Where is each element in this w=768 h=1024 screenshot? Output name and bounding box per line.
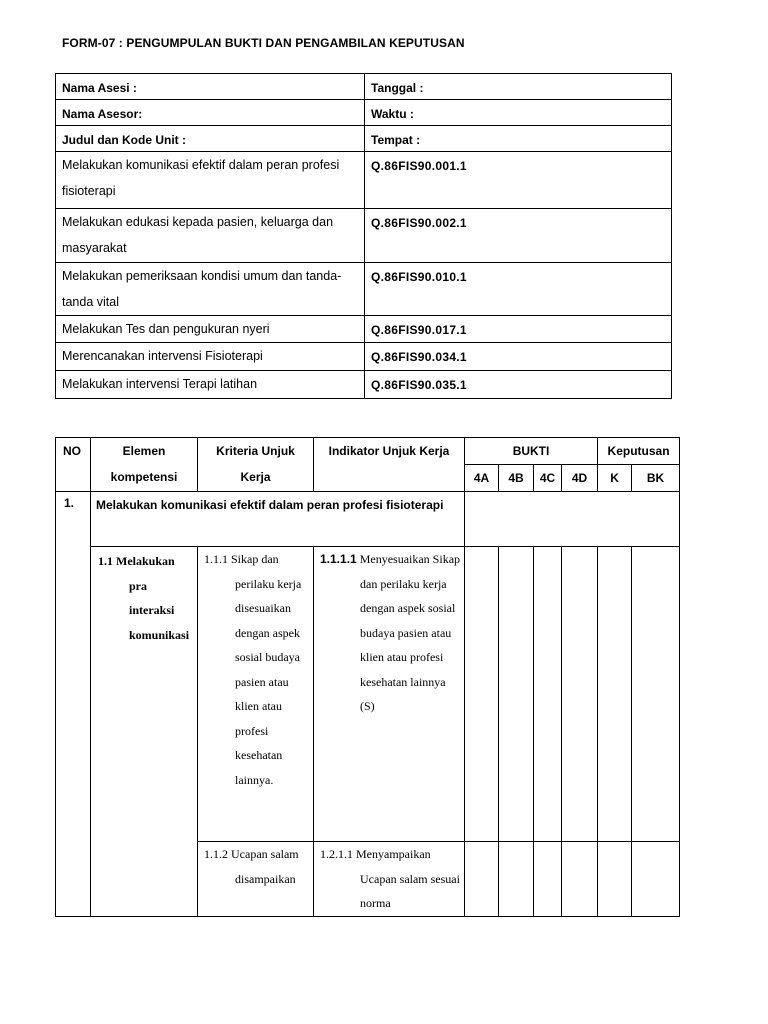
header-kuk-line1: Kriteria Unjuk [216, 444, 295, 458]
bukti-4c-cell[interactable] [534, 547, 562, 842]
iuk-number: 1.2.1.1 [320, 847, 353, 861]
header-bukti-4b: 4B [499, 465, 534, 492]
unit-code: Q.86FIS90.017.1 [365, 316, 672, 343]
keputusan-k-cell[interactable] [598, 842, 632, 917]
iuk-text: Menyesuaikan Sikap dan perilaku kerja dengan aspek sosial budaya pasien atau klien atau profesi kesehatan lainnya (S) [359, 552, 461, 713]
header-bukti-4d: 4D [562, 465, 598, 492]
identity-row-asesi [56, 74, 672, 100]
header-keputusan-bk: BK [632, 465, 680, 492]
waktu-label: Waktu : [365, 100, 672, 126]
bukti-4b-cell[interactable] [499, 547, 534, 842]
unit-row [56, 343, 672, 371]
keputusan-bk-cell[interactable] [632, 547, 680, 842]
kuk-number: 1.1.1 [204, 552, 228, 566]
element-title-empty-cell [465, 492, 680, 547]
identity-row-unit [56, 126, 672, 152]
tanggal-label: Tanggal : [365, 74, 672, 100]
unit-name: Melakukan intervensi Terapi latihan [56, 371, 365, 399]
header-keputusan: Keputusan [598, 438, 680, 465]
unit-row [56, 209, 672, 263]
identity-row-asesor [56, 100, 672, 126]
header-kriteria-unjuk-kerja [198, 438, 314, 492]
form-title: FORM-07 : PENGUMPULAN BUKTI DAN PENGAMBILAN KEPUTUSAN [62, 36, 465, 50]
kuk-text: Ucapan salam disampaikan [231, 847, 299, 886]
unit-name: Melakukan komunikasi efektif dalam peran profesi fisioterapi [56, 152, 365, 209]
unit-row [56, 316, 672, 343]
header-elemen-line2: kompetensi [110, 470, 178, 484]
sub-element [91, 547, 198, 917]
unit-row [56, 371, 672, 399]
iuk-text: Menyampaikan Ucapan salam sesuai norma [356, 847, 460, 910]
keputusan-bk-cell[interactable] [632, 842, 680, 917]
evidence-decision-table [55, 437, 680, 917]
unit-code: Q.86FIS90.001.1 [365, 152, 672, 209]
assessment-identity-table [55, 73, 672, 399]
header-bukti-4a: 4A [465, 465, 499, 492]
bukti-4a-cell[interactable] [465, 547, 499, 842]
unit-name: Melakukan edukasi kepada pasien, keluarga dan masyarakat [56, 209, 365, 263]
header-bukti-4c: 4C [534, 465, 562, 492]
element-title-row [56, 492, 680, 547]
kuk-text: Sikap dan perilaku kerja disesuaikan dengan aspek sosial budaya pasien atau klien atau profesi kesehatan lainnya. [231, 552, 302, 787]
judul-kode-unit-label: Judul dan Kode Unit : [56, 126, 365, 152]
header-kuk-line2: Kerja [240, 470, 271, 484]
header-keputusan-k: K [598, 465, 632, 492]
criteria-row [56, 547, 680, 842]
unit-code: Q.86FIS90.034.1 [365, 343, 672, 371]
unit-name: Melakukan Tes dan pengukuran nyeri [56, 316, 365, 343]
kuk-cell [198, 842, 314, 917]
unit-name: Merencanakan intervensi Fisioterapi [56, 343, 365, 371]
bukti-4a-cell[interactable] [465, 842, 499, 917]
iuk-item [320, 547, 462, 719]
unit-row [56, 152, 672, 209]
iuk-cell [314, 842, 465, 917]
header-elemen-line1: Elemen [122, 444, 166, 458]
header-bukti: BUKTI [465, 438, 598, 465]
unit-code: Q.86FIS90.002.1 [365, 209, 672, 263]
unit-code: Q.86FIS90.010.1 [365, 263, 672, 316]
iuk-cell [314, 547, 465, 842]
header-row-1 [56, 438, 680, 465]
row-number: 1. [56, 492, 91, 917]
header-elemen-kompetensi [91, 438, 198, 492]
kuk-item [204, 842, 311, 891]
header-no: NO [56, 438, 91, 492]
nama-asesi-label: Nama Asesi : [56, 74, 365, 100]
nama-asesor-label: Nama Asesor: [56, 100, 365, 126]
kuk-cell [198, 547, 314, 842]
header-indikator-unjuk-kerja: Indikator Unjuk Kerja [314, 438, 465, 492]
keputusan-k-cell[interactable] [598, 547, 632, 842]
bukti-4d-cell[interactable] [562, 547, 598, 842]
sub-element-text: 1.1 Melakukan pra interaksi komunikasi [98, 554, 190, 642]
unit-code: Q.86FIS90.035.1 [365, 371, 672, 399]
unit-name: Melakukan pemeriksaan kondisi umum dan tanda-tanda vital [56, 263, 365, 316]
iuk-item [320, 842, 462, 916]
element-title: Melakukan komunikasi efektif dalam peran profesi fisioterapi [91, 492, 465, 547]
unit-row [56, 263, 672, 316]
bukti-4c-cell[interactable] [534, 842, 562, 917]
bukti-4d-cell[interactable] [562, 842, 598, 917]
kuk-number: 1.1.2 [204, 847, 228, 861]
bukti-4b-cell[interactable] [499, 842, 534, 917]
tempat-label: Tempat : [365, 126, 672, 152]
kuk-item [204, 547, 311, 792]
iuk-number: 1.1.1.1 [320, 552, 357, 566]
